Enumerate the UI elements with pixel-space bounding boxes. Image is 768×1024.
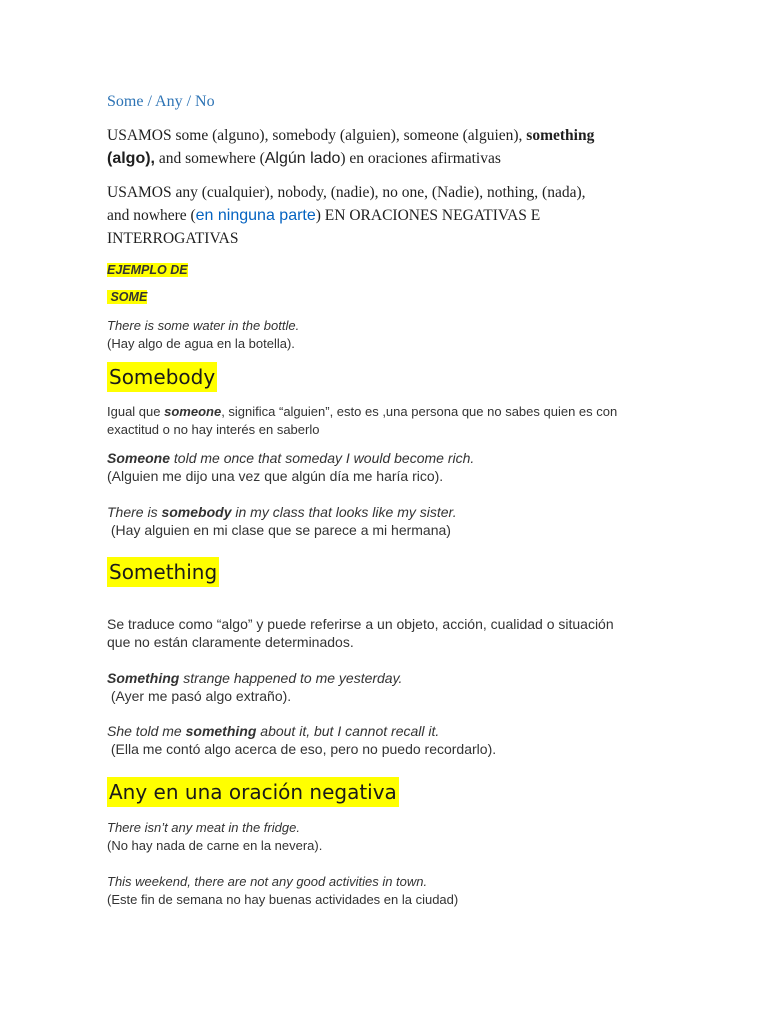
example-es: (Ella me contó algo acerca de eso, pero no puedo recordarlo). [107, 741, 497, 757]
text: in my class that looks like my sister. [231, 504, 457, 520]
heading-something [107, 557, 219, 587]
something-example-1 [107, 669, 402, 705]
text: USAMOS any (cualquier), nobody, (nadie), no one, (Nadie), nothing, (nada), [107, 184, 586, 201]
something-example-2 [107, 722, 496, 758]
example-en: There isn’t any meat in the fridge. [107, 820, 300, 835]
paragraph-some-usage [107, 124, 594, 170]
text: ) en oraciones afirmativas [340, 150, 501, 167]
text: There is [107, 504, 162, 520]
text-bold: Something [107, 670, 180, 686]
text-blue: en ninguna parte [195, 207, 316, 224]
heading-somebody [107, 362, 217, 392]
example-es: (Este fin de semana no hay buenas actividades en la ciudad) [107, 892, 459, 907]
label-some-text: SOME [107, 290, 148, 304]
example-es: (Hay algo de agua en la botella). [107, 336, 295, 351]
example-es: (Alguien me dijo una vez que algún día me haría rico). [107, 468, 444, 484]
something-description [107, 615, 614, 651]
text: about it, but I cannot recall it. [256, 723, 440, 739]
somebody-description [107, 403, 617, 439]
text-bold: somebody [161, 504, 232, 520]
somebody-example-1 [107, 449, 474, 485]
somebody-example-2 [107, 503, 457, 539]
example-es: (Hay alguien en mi clase que se parece a mi hermana) [107, 522, 451, 538]
paragraph-any-usage [107, 181, 586, 250]
example-en: This weekend, there are not any good activities in town. [107, 874, 428, 889]
example-es: (No hay nada de carne en la nevera). [107, 838, 323, 853]
text: que no están claramente determinados. [107, 634, 354, 650]
text: and somewhere ( [158, 150, 265, 167]
text: Se traduce como “algo” y puede referirse a un objeto, acción, cualidad o situación [107, 616, 614, 632]
text: told me once that someday I would become rich. [170, 450, 475, 466]
heading-any-text: Any en una oración negativa [107, 777, 399, 807]
text: She told me [107, 723, 186, 739]
text: strange happened to me yesterday. [179, 670, 403, 686]
text: exactitud o no hay interés en saberlo [107, 422, 320, 437]
text: Igual que [107, 404, 165, 419]
text-bold: (algo), [107, 150, 155, 167]
text: and nowhere ( [107, 207, 196, 224]
label-ejemplo [107, 261, 188, 279]
some-example [107, 317, 299, 353]
text: ) EN ORACIONES NEGATIVAS E [315, 207, 541, 224]
text-bold: something [526, 127, 595, 144]
text-bold: something [185, 723, 257, 739]
example-en: There is some water in the bottle. [107, 318, 300, 333]
text: INTERROGATIVAS [107, 230, 239, 247]
example-es: (Ayer me pasó algo extraño). [107, 688, 292, 704]
any-example-2 [107, 873, 458, 909]
text-sans: Algún lado [264, 150, 341, 167]
label-ejemplo-text: EJEMPLO DE [107, 263, 188, 277]
text-bold: Someone [107, 450, 171, 466]
text-bold: someone [164, 404, 222, 419]
page-title: Some / Any / No [107, 93, 215, 110]
heading-something-text: Something [107, 557, 219, 587]
label-some [107, 288, 147, 306]
text: USAMOS some (alguno), somebody (alguien), someone (alguien), [107, 127, 523, 144]
any-example-1 [107, 819, 322, 855]
heading-any-negative [107, 777, 399, 807]
heading-somebody-text: Somebody [107, 362, 217, 392]
text: , significa “alguien”, esto es ,una persona que no sabes quien es con [221, 404, 618, 419]
